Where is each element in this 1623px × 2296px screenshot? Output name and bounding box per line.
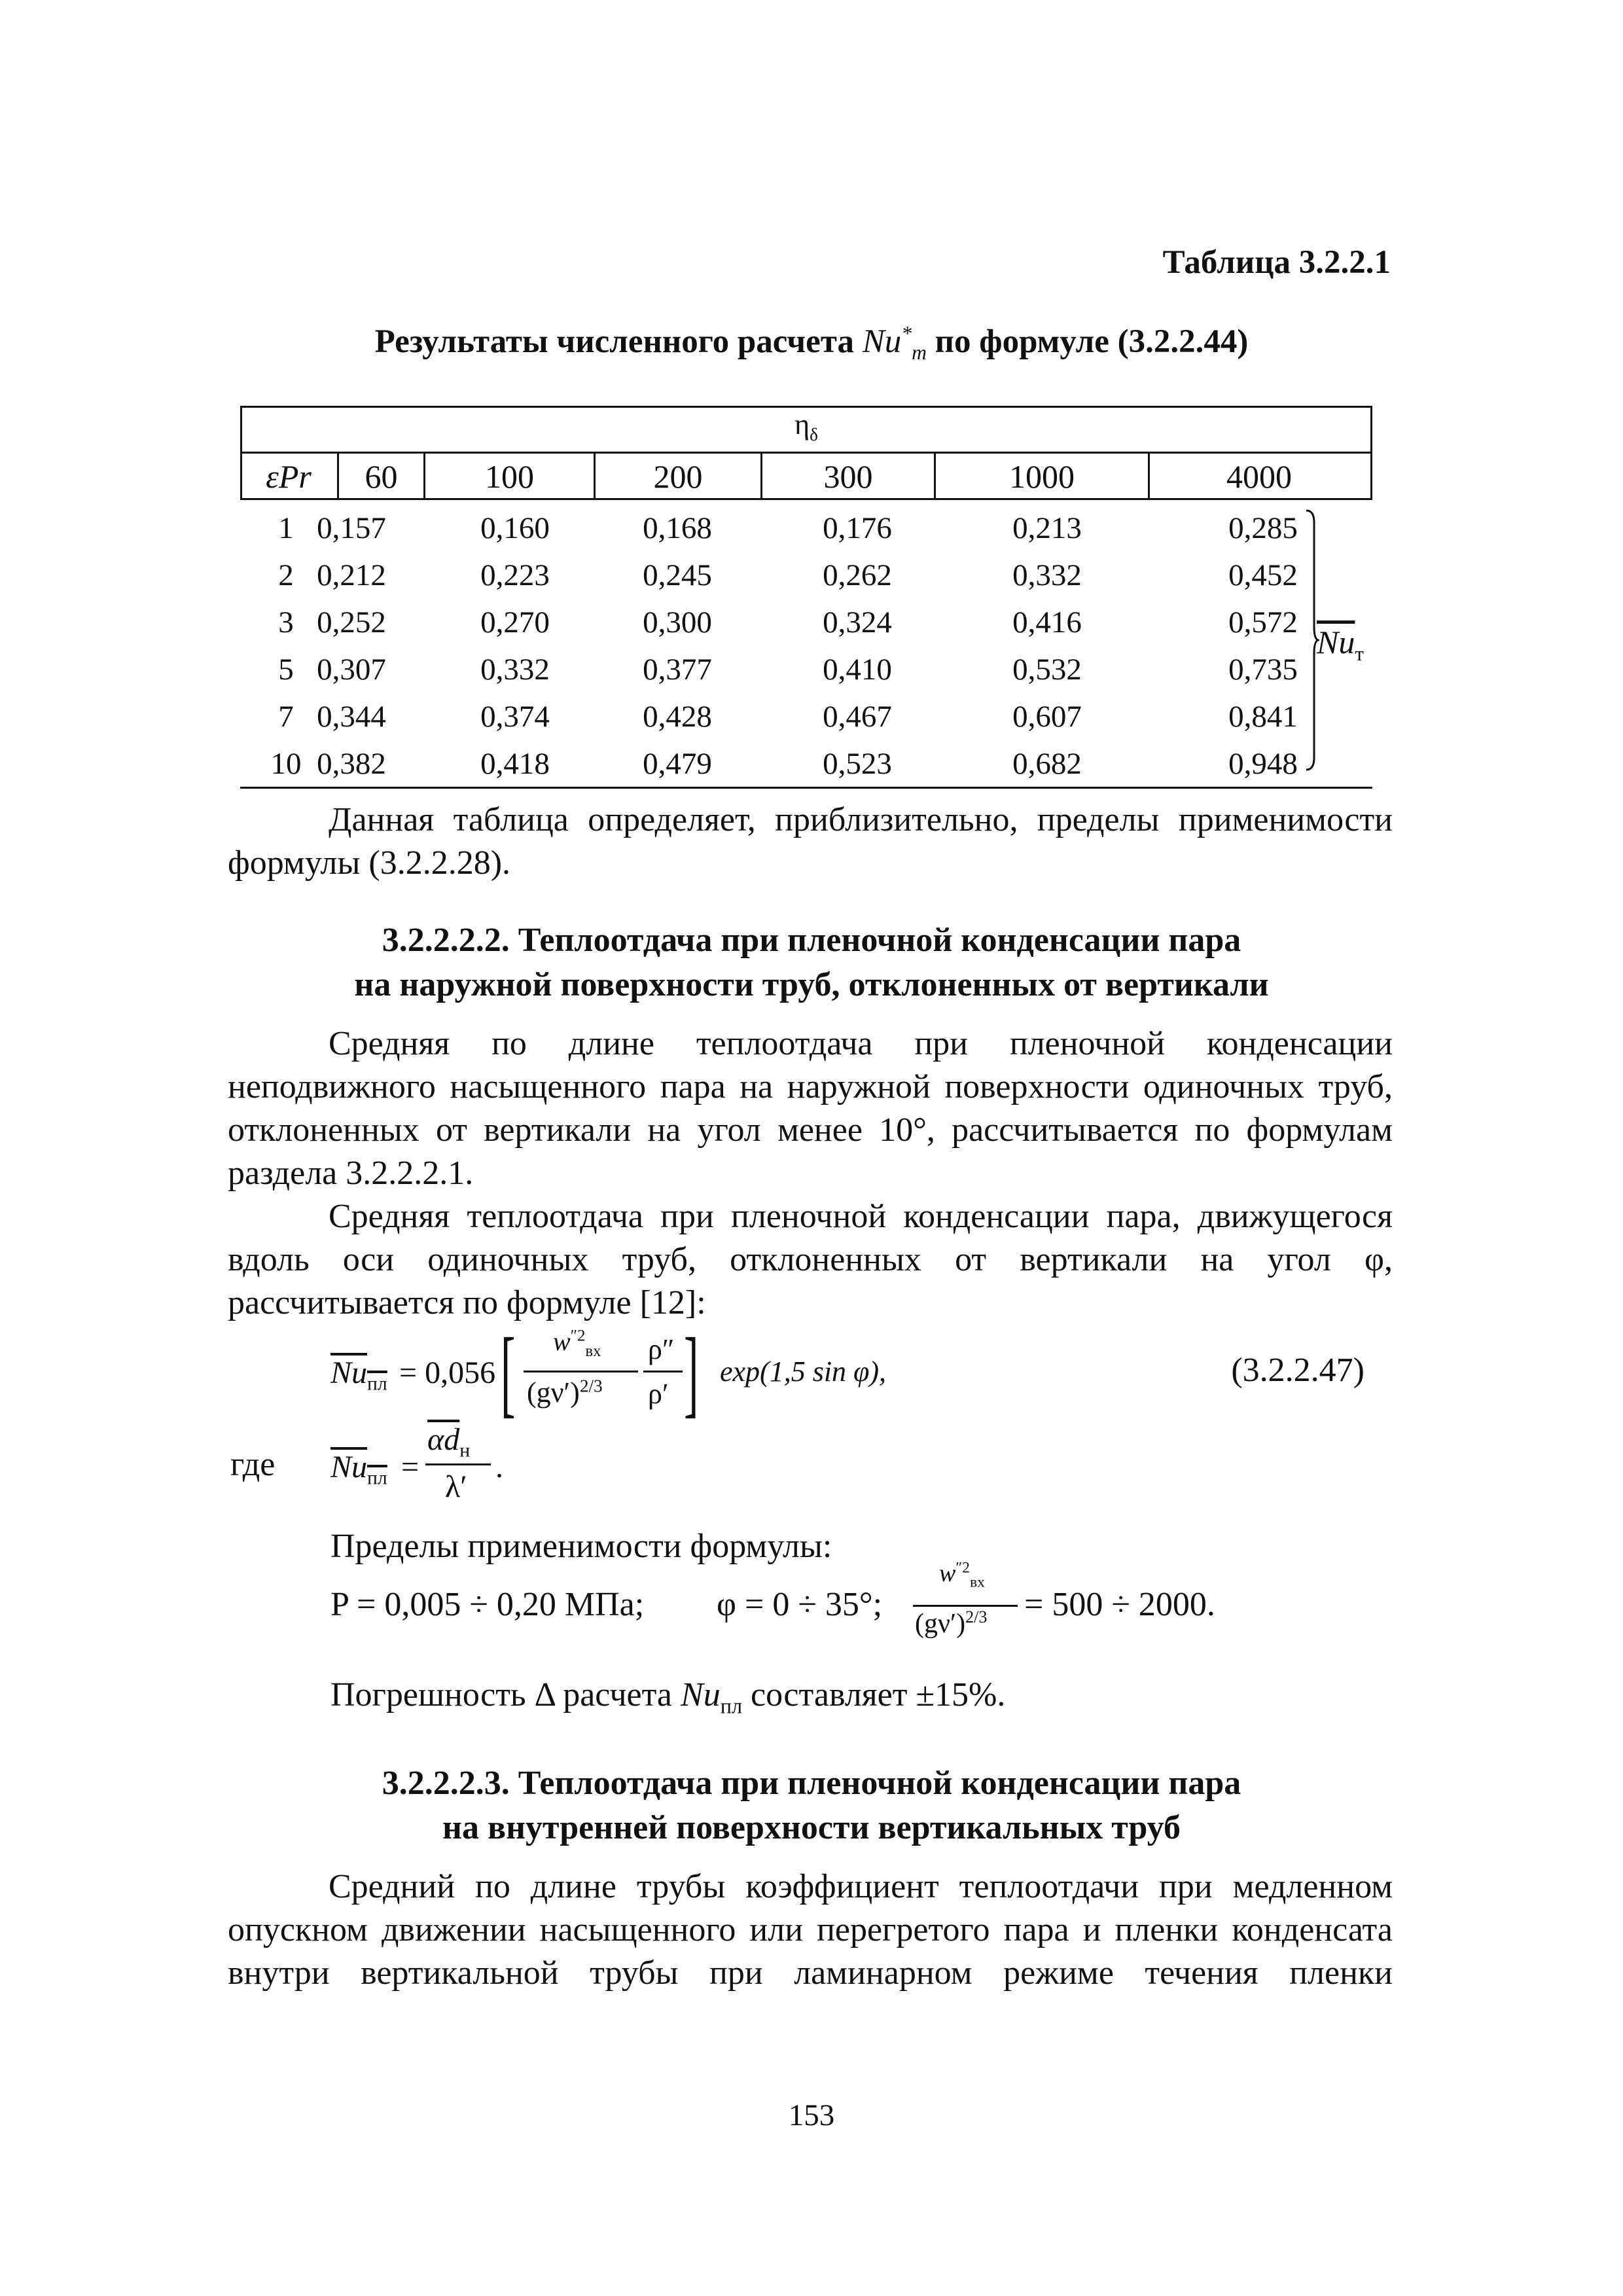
formula-3-2-2-47 — [330, 1318, 1364, 1427]
table-bottom-rule — [240, 787, 1372, 789]
section-heading-1-line-1: 3.2.2.2.2. Теплоотдача при пленочной конденсации пара — [382, 922, 1241, 959]
table-cell: 0,160 — [480, 511, 550, 545]
formula-coefficient: = 0,056 — [399, 1355, 496, 1390]
table-cell: 0,212 — [317, 558, 386, 592]
limit-range: = 500 ÷ 2000. — [1024, 1586, 1215, 1623]
table-cell: 0,300 — [643, 605, 712, 639]
section-heading-2-line-1: 3.2.2.2.3. Теплоотдача при пленочной конденсации пара — [382, 1765, 1241, 1802]
table-cell: 0,270 — [480, 605, 550, 639]
limits-title: Пределы применимости формулы: — [330, 1528, 832, 1565]
paragraph-4: Средний по длине трубы коэффициент теплоотдачи при медленном опускном движении насыщенного или перегретого пара и пленки конденсата внутри вертикальной трубы при ламинарном режиме течения пленки — [228, 1868, 1393, 1992]
table-row-label: 1 — [278, 511, 294, 545]
section-heading-1-line-2: на наружной поверхности труб, отклоненных от вертикали — [354, 966, 1269, 1003]
limit-pressure: P = 0,005 ÷ 0,20 МПа; — [330, 1586, 645, 1623]
formula2-bar — [425, 1463, 491, 1465]
caption-symbol: $Nu^*_т$ — [862, 322, 927, 365]
table-cell: 0,245 — [643, 558, 712, 592]
table-cell: 0,157 — [317, 511, 386, 545]
column-header: 200 — [594, 454, 760, 500]
table-cell: 0,374 — [480, 700, 550, 734]
page-number: 153 — [788, 2098, 835, 2132]
table-cell: 0,168 — [643, 511, 712, 545]
table-cell: 0,735 — [1228, 653, 1298, 687]
limit-angle: φ = 0 ÷ 35°; — [717, 1586, 883, 1623]
table-cell: 0,176 — [823, 511, 892, 545]
table-cell: 0,332 — [480, 653, 550, 687]
paragraph-3: Средняя теплоотдача при пленочной конденсации пара, движущегося вдоль оси одиночных труб, отклоненных от вертикали на угол φ, рассчитывается по формуле [12]: — [228, 1198, 1393, 1321]
formula-number: (3.2.2.47) — [1231, 1352, 1364, 1389]
limit-fraction-denominator: $(g\nu')^{2/3}$ — [915, 1607, 988, 1639]
fraction-1-bar — [524, 1371, 638, 1372]
table-cell: 0,452 — [1228, 558, 1298, 592]
table-cell: 0,841 — [1228, 700, 1298, 734]
fraction-2-numerator: ρ″ — [648, 1333, 675, 1365]
formula-lhs: $Nu_{пл}$ — [330, 1355, 387, 1395]
fraction-1-numerator: $w^{''2}_{вх}$ — [553, 1327, 601, 1360]
table-cell: 0,332 — [1012, 558, 1082, 592]
column-header: 4000 — [1148, 454, 1368, 500]
table-cell: 0,285 — [1228, 511, 1298, 545]
table-cell: 0,428 — [643, 700, 712, 734]
table-cell: 0,262 — [823, 558, 892, 592]
fraction-1-denominator: $(g\nu')^{2/3}$ — [527, 1376, 603, 1408]
table-caption — [0, 322, 1623, 365]
where-label: где — [230, 1446, 276, 1483]
limit-fraction-numerator: $w^{''2}_{вх}$ — [939, 1559, 985, 1591]
table-row-label: 2 — [278, 558, 294, 592]
table-cell: 0,213 — [1012, 511, 1082, 545]
left-bracket: [ — [501, 1318, 516, 1427]
paragraph-1: Данная таблица определяет, приблизительно, пределы применимости формулы (3.2.2.28). — [228, 801, 1393, 882]
table-cell: 0,307 — [317, 653, 386, 687]
column-header: 100 — [423, 454, 594, 500]
table-cell: 0,344 — [317, 700, 386, 734]
limit-fraction-bar — [913, 1605, 1018, 1607]
table-cell: 0,682 — [1012, 747, 1082, 781]
column-header: 1000 — [934, 454, 1148, 500]
table-group-header: $\eta_\delta$ — [794, 408, 818, 444]
table-cell: 0,948 — [1228, 747, 1298, 781]
table-cell: 0,532 — [1012, 653, 1082, 687]
table-row-label: 10 — [270, 747, 302, 781]
table-header-row — [240, 452, 1372, 500]
table-cell: 0,377 — [643, 653, 712, 687]
table-cell: 0,223 — [480, 558, 550, 592]
table-cell: 0,382 — [317, 747, 386, 781]
error-text: Погрешность Δ расчета $Nu_{пл}$ составляет ±15%. — [330, 1676, 1006, 1718]
table-cell: 0,467 — [823, 700, 892, 734]
fraction-2-denominator: ρ′ — [648, 1378, 669, 1410]
fraction-2-bar — [643, 1371, 683, 1372]
table-cell: 0,523 — [823, 747, 892, 781]
column-header: 60 — [337, 454, 423, 500]
caption-prefix: Результаты численного расчета — [374, 323, 854, 360]
table-cell: 0,252 — [317, 605, 386, 639]
right-bracket: ] — [684, 1318, 699, 1427]
table-row-header: εPr — [266, 458, 312, 495]
table-cell: 0,607 — [1012, 700, 1082, 734]
table-cell: 0,418 — [480, 747, 550, 781]
table-row-label: 3 — [278, 605, 294, 639]
formula2-numerator: $\overline{\alpha d}_н$ — [427, 1422, 471, 1462]
formula2-denominator: λ′ — [445, 1469, 467, 1504]
column-header: 300 — [760, 454, 934, 500]
table-cell: 0,416 — [1012, 605, 1082, 639]
table-row-label: 5 — [278, 653, 294, 687]
table-number: Таблица 3.2.2.1 — [1162, 244, 1391, 281]
formula2-lhs: $Nu_{пл}$ — [330, 1450, 387, 1489]
formula-tail: exp(1,5 sin φ), — [720, 1355, 887, 1388]
table-cell: 0,410 — [823, 653, 892, 687]
table-cell: 0,479 — [643, 747, 712, 781]
formula2-eq: = — [401, 1450, 419, 1484]
table-cell: 0,572 — [1228, 605, 1298, 639]
paragraph-2: Средняя по длине теплоотдача при пленочной конденсации неподвижного насыщенного пара на наружной поверхности одиночных труб, отклоненных от вертикали на угол менее 10°, рассчитывается по формулам раздела 3.2.2.2.1. — [228, 1025, 1393, 1192]
caption-suffix: по формуле (3.2.2.44) — [935, 323, 1249, 360]
formula-nu-definition: $Nu_{пл}$ = $\overline{\alpha d}_н$ λ′ . — [330, 1422, 503, 1504]
section-heading-2-line-2: на внутренней поверхности вертикальных труб — [442, 1809, 1181, 1846]
table-cell: 0,324 — [823, 605, 892, 639]
brace-label: $\overline{Nu}_т$ — [1317, 624, 1364, 665]
table-row-label: 7 — [278, 700, 294, 734]
limits-line — [330, 1559, 1378, 1656]
